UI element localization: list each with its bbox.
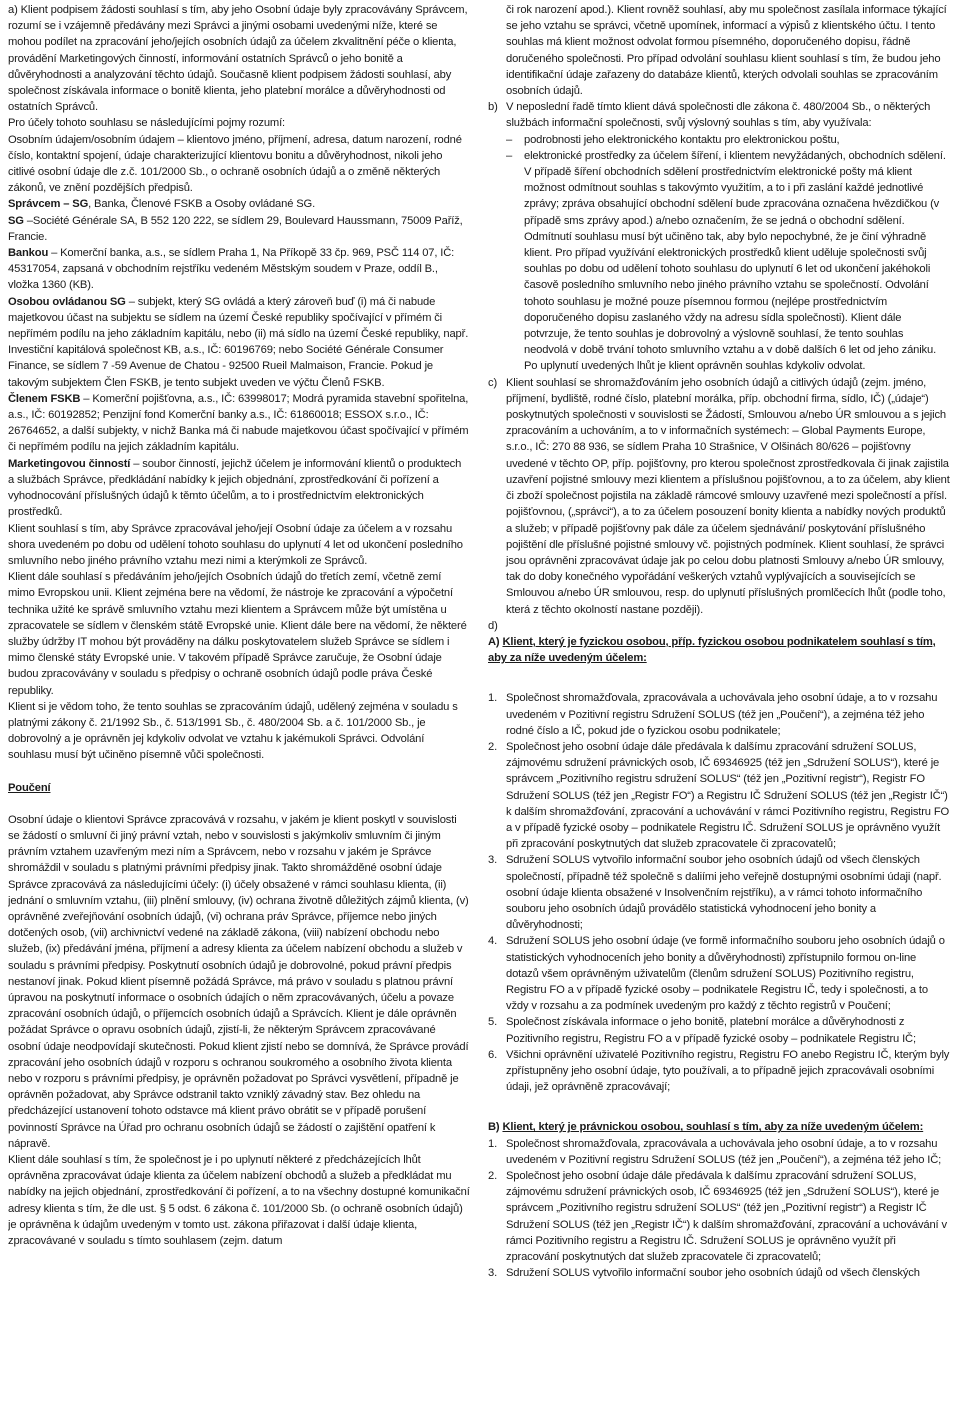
numbered-item	[488, 1014, 950, 1046]
subsection-a-list	[488, 690, 950, 1095]
section-c-label: c)	[488, 376, 498, 389]
numbered-item	[488, 1265, 950, 1281]
item-text: Sdružení SOLUS jeho osobní údaje (ve formě informačního souboru jeho osobních údajů o statistických vyhodnoceních jeho bonity a důvěryhodnosti) zpřístupnilo formou on-line dotazů všem oprávněným uživatelům (členům sdružení SOLUS) Pozitivního registru, Registru FO a v případě fyzické osoby – podnikatele Registru IČ, tedy i společnosti, a to vždy v rozsahu a za podmínek uvedeným pro každý z těchto registrů v Poučení;	[506, 935, 945, 1013]
definition-marketing: Marketingovou činností – soubor činností, jejichž účelem je informování klientů o produktech a službách Správce, předkládání nabídky k jejich objednání, zprostředkování či pořízení a vyhodnocování příslušných údajů k těmto účelům, a to i prostřednictvím elektronických prostředků.	[8, 457, 462, 519]
definition-osoba-ovladana: Osobou ovládanou SG – subjekt, který SG ovládá a který zároveň buď (i) má či nabude majetkovou účast na subjektu se sídlem na území České republiky spočívající v přímém či nepřímém podílu na jeho základním kapitálu, nebo (ii) má sídlo na území České republiky, např. Investiční kapitálová společnost KB, a.s., IČ: 60196769; nebo Société Générale Consumer Finance, se sídlem 7 -59 Avenue de Chatou - 92500 Rueil Malmaison, Francie. Pokud je takovým subjektem Člen FSKB, je tento subjekt uveden ve výčtu Členů FSKB.	[8, 295, 469, 389]
pouceni-text: Osobní údaje o klientovi Správce zpracovává v rozsahu, v jakém je klient poskytl v souvislosti se žádostí o smluvní či jiný právní vztah, nebo v souvislosti s jakýmkoliv smluvním či jiným právním vztahem uzavřeným mezi ním a Správcem, nebo v rozsahu v jakém je Správce shromáždil v souladu s platnými právními předpisy jinak. Takto shromážděné osobní údaje Správce zpracovává za následujícími účely: (i) účely obsažené v rámci souhlasu klienta, (ii) jednání o smluvním vztahu, (iii) plnění smlouvy, (iv) ochrana životně důležitých zájmů klienta, (v) oprávněné zveřejňování osobních údajů, (vi) ochrana práv Správce, příjemce nebo jiných dotčených osob, (vii) archivnictví vedené na základě zákona, (viii) nabízení obchodu nebo služeb, (ix) předávání jména, příjmení a adresy klienta za účelem nabízení obchodu a služeb v souladu s právními předpisy. Poskytnutí osobních údajů je dobrovolné, pokud právní předpis nestanoví jinak. Pokud klient písemně požádá Správce, má právo v souladu s platnou právní úpravou na poskytnutí informace o osobních údajích o něm zpracovávaných, účelu a povaze zpracování osobních údajů, o příjemcích osobních údajů a Správcích. Klient je dále oprávněn požádat Správce o opravu osobních údajů, zjistí-li, že některým Správcem zpracovávané osobní údaje neodpovídají skutečnosti. Pokud klient zjistí nebo se domnívá, že Správce provádí zpracování jeho osobních údajů v rozporu s ochranou soukromého a osobního života klienta nebo v rozporu s právními předpisy, je oprávněn požadovat po Správci vysvětlení, případně je oprávněn požadovat, aby Správce odstranil takto vzniklý závadný stav. Bez ohledu na předcházející ustanovení tohoto odstavce má klient právo obrátit se v případě porušení povinností Správce na Úřad pro ochranu osobních údajů se žádostí o zajištění opatření k nápravě.	[8, 813, 469, 1150]
term-marketing: Marketingovou činností	[8, 457, 131, 470]
section-c-text: Klient souhlasí se shromažďováním jeho osobních údajů a citlivých údajů (zejm. jméno, příjmení, bydliště, rodné číslo, platební morálka, příp. obchodní firma, sídlo, IČ) („údaje“) poskytnutých společnosti v souvislosti se Žádostí, Smlouvou a/nebo ÚR smlouvou a s jejich zpracováním a uchováním, a to v informačních systémech: – Global Payments Europe, s.r.o., IČ: 270 88 936, se sídlem Praha 10 Strašnice, V Olšinách 80/626 – pojišťovny uvedené v těchto OP, příp. pojišťovny, pro kterou společnost zprostředkovala či jinak zajistila uzavření pojistné smlouvy mezi klientem a příslušnou pojišťovnou, a to za účelem, aby klient či zboží společnost pojistila na základě rámcové smlouvy uzavřené mezi společností a přísl. pojišťovnou, („správci“), a to za účelem posouzení bonity klienta a nabídky nových produktů a služeb; v případě pojišťovny pak dále za účelem sjednávání/ poskytování příslušného pojištění dle příslušné pojistné smlouvy vč. pojistných podmínek. Klient souhlasí, že správci jsou oprávněni zpracovávat údaje jak po celou dobu platnosti Smlouvy a/nebo ÚR smlouvy, tak do doby konečného vypořádání veškerých vztahů vyplývajících a souvisejících se Smlouvou a/nebo ÚR smlouvou, resp. do uplynutí příslušných promlčecích lhůt (podle toho, která z těchto okolností nastane později).	[506, 376, 950, 616]
term-sg: SG	[8, 214, 24, 227]
term-banka: Bankou	[8, 247, 49, 260]
subsection-b-list	[488, 1136, 950, 1282]
definition-banka: Bankou – Komerční banka, a.s., se sídlem Praha 1, Na Příkopě 33 čp. 969, PSČ 114 07, IČ: 45317054, zapsaná v obchodním rejstříku vedeném Městským soudem v Praze, oddíl B., vložka 1360 (KB).	[8, 247, 455, 292]
item-text: Sdružení SOLUS vytvořilo informační soubor jeho osobních údajů od všech členských společností, případně též společně s daliími jeho veřejně dostupnými osobními údaji (např. osobní údaje klienta obsažené v Insolvenčním rejstříku), a v rámci tohoto informačního souboru jeho osobních údajů provádělo statistická vyhodnocení jeho bonity a důvěryhodnosti;	[506, 854, 942, 932]
numbered-item	[488, 739, 950, 852]
spacer	[488, 1095, 950, 1119]
section-b-label: b)	[488, 101, 498, 114]
right-column	[488, 2, 950, 1422]
dash-item: – elektronické prostředky za účelem šíření, i klientem nevyžádaných, obchodních sdělení. V případě šíření obchodních sdělení prostřednictvím elektronické pošty má klient možnost odmítnout souhlas s takovýmto využitím, a to i při zaslání každé jednotlivé zprávy; zpráva obsahující obchodní sdělení bude zpracována označena hvězdičkou (v případě sms zprávy apod.) a/nebo označením, že se jedná o obchodní sdělení. Odmítnutí souhlasu musí být učiněno tak, aby bylo nepochybné, že je činí výhradně klient. Pro případ využívání elektronických prostředků klient uděluje společnosti svůj souhlas po dobu od udělení tohoto souhlasu do uplynutí 6 let od ukončení jakéhokoli časově posledního smluvního nebo jiného právního vztahu se společností. Odvolání tohoto souhlasu je možné pouze písemnou formou (nejlépe prostřednictvím doporučeného dopisu zaslaného vždy na adresu sídla společnosti). Klient dále potvrzuje, že tento souhlas je dobrovolný a výslovně souhlasí, že tento souhlas neodvolá v době trvání tohoto smluvního vztahu a v době dalších 6 let od jeho zániku. Po uplynutí uvedených lhůt je klient oprávněn souhlas kdykoliv odvolat.	[488, 148, 950, 375]
section-d	[488, 618, 950, 634]
definition-clen-fskb: Členem FSKB – Komerční pojišťovna, a.s., IČ: 63998017; Modrá pyramida stavební spořitelna, a.s., IČ: 60192852; Penzijní fond Komerční banky a.s., IČ: 61860018; ESSOX s.r.o., IČ: 26764652, a další subjekty, v nichž Banka má či nabude majetkovou účast spočívající v přímém či nepřímém podílu na jejich základním kapitálu.	[8, 392, 469, 454]
item-number: 3.	[488, 854, 498, 867]
section-b-intro: V neposlední řadě tímto klient dává společnosti dle zákona č. 480/2004 Sb., o některých službách informační společnosti, svůj výslovný souhlas s tím, aby využívala:	[506, 101, 931, 130]
left-column	[8, 2, 470, 1422]
definition-osobni-udaj: Osobním údajem/osobním údajem – klientovo jméno, příjmení, adresa, datum narození, rodné číslo, kontaktní spojení, údaje charakterizující klientovu bonitu a důvěryhodnost, nikoli jeho citlivé osobní údaje dle z.č. 101/2000 Sb., o ochraně osobních údajů a o změně některých zákonů, ve znění pozdějších předpisů.	[8, 133, 462, 195]
subsection-a-heading: A) Klient, který je fyzickou osobou, příp. fyzickou osobou podnikatelem souhlasí s tím, aby za níže uvedeným účelem:	[488, 635, 936, 665]
consent-after-period: Klient dále souhlasí s tím, že společnost je i po uplynutí některé z předcházejících lhůt oprávněna zpracovávat údaje klienta za účelem nabízení obchodů a služeb a předkládat mu nabídky na jejich objednání, zprostředkování či pořízení, a to na všechny dostupné komunikační adresy klienta s tím, že dle ust. § 5 odst. 6 zákona č. 101/2000 Sb. (o ochraně osobních údajů) je oprávněna k údajům uvedeným v tomto ust. zákona přiřazovat i další údaje klienta, zpracovávané v souladu s tímto souhlasem (zejm. datum	[8, 1154, 470, 1248]
consent-third-countries: Klient dále souhlasí s předáváním jeho/jejích Osobních údajů do třetích zemí, včetně zemí mimo Evropskou unii. Klient zejména bere na vědomí, že nástroje ke zpracování a výpočetní technika užité ke správě smluvního vztahu mezi klientem a Správcem může být umístěna u zpracovatele se sídlem v členském státě Evropské unie. Klient dále bere na vědomí, že některé služby údržby IT mohou být prováděny na dálku poskytovatelem služeb Správce se sídlem i mimo členské státy Evropské unie. V takovém případě Správce zaručuje, že Osobní údaje budou zpracovávány v souladu s předpisy o ochraně osobních údajů podle práva České republiky.	[8, 571, 467, 697]
numbered-item	[488, 1168, 950, 1265]
item-number: 6.	[488, 1048, 498, 1061]
term-spravce: Správcem – SG	[8, 198, 89, 211]
definition-sg: SG –Société Générale SA, B 552 120 222, se sídlem 29, Boulevard Haussmann, 75009 Paříž, Francie.	[8, 214, 463, 243]
section-b	[488, 99, 950, 131]
pouceni-heading: Poučení	[8, 781, 51, 794]
item-number: 1.	[488, 692, 498, 705]
item-text: Společnost získávala informace o jeho bonitě, platební morálce a důvěryhodnosti z Pozitivního registru, Registru FO a v případě fyzické osoby – podnikatele Registru IČ;	[506, 1016, 916, 1045]
item-text: Společnost shromažďovala, zpracovávala a uchovávala jeho osobní údaje, a to v rozsahu uvedeném v Pozitivní registru Sdružení SOLUS (též jen „Poučení“), a zejména též jeho rodné číslo a IČ, pokud jde o fyzickou osobu podnikatele;	[506, 692, 938, 737]
spacer	[8, 764, 470, 780]
consent-paragraph-a: a) Klient podpisem žádosti souhlasí s tím, aby jeho Osobní údaje byly zpracovávány Správcem, rozumí se i vzájemně předávány mezi Správci a jinými osobami uvedenými níže, které se mohou podílet na zpracování jeho/jejích osobních údajů za účelem zkvalitnění péče o klienta, provádění Marketingových činností, informování ostatních Správců o jeho bonitě a důvěryhodnosti a analyzování těchto údajů. Současně klient podpisem žádosti souhlasí, aby společnost získávala informace o bonitě klienta, jeho platební morálce a důvěryhodnosti od ostatních Správců.	[8, 4, 468, 114]
term-clen-fskb: Členem FSKB	[8, 392, 81, 405]
term-osoba-ovladana: Osobou ovládanou SG	[8, 295, 126, 308]
definition-spravce: Správcem – SG, Banka, Členové FSKB a Osoby ovládané SG.	[8, 198, 316, 211]
numbered-item	[488, 690, 950, 739]
continued-paragraph: či rok narození apod.). Klient rovněž souhlasí, aby mu společnost zasílala informace týkající se jeho vztahu se správci, včetně upomínek, informací a výpisů z klientského účtu. I tento souhlas má klient možnost odvolat formou písemného, doporučeného dopisu, řádně doručeného společnosti. Pro případ odvolání souhlasu klient souhlasí s tím, že budou jeho identifikační údaje zařazeny do databáze klientů, kterých odvolali souhlas se zpracováním osobních údajů.	[506, 4, 947, 98]
item-number: 1.	[488, 1137, 498, 1150]
numbered-item	[488, 852, 950, 933]
section-d-label: d)	[488, 619, 498, 632]
item-number: 2.	[488, 1170, 498, 1183]
consent-voluntary: Klient si je vědom toho, že tento souhlas se zpracováním údajů, udělený zejména v souladu s platnými zákony č. 21/1992 Sb., č. 513/1991 Sb., č. 480/2004 Sb. a č. 101/2000 Sb., je dobrovolný a je oprávněn jej kdykoliv odvolat ve vztahu k jakémukoli Správci. Odvolání souhlasu musí být učiněno písemně vůči společnosti.	[8, 700, 458, 762]
item-number: 2.	[488, 740, 498, 753]
item-text: Společnost jeho osobní údaje dále předávala k dalšímu zpracování sdružení SOLUS, zájmovému sdružení právnických osob, IČ 69346925 (též jen „Sdružení SOLUS“), které je správcem „Pozitivního registru sdružení SOLUS“ (též jen „Pozitivní registr“) a Registr IČ Sdružení SOLUS (též jen „Registr IČ“) k dalším shromažďování, zpracování a uchovávání v rámci Pozitivního registru a Registru IČ. Sdružení SOLUS je oprávněno využít při zpracování poskytnutých dat služeb zpracovatele či zpracovatelů;	[506, 1170, 947, 1264]
numbered-item	[488, 1047, 950, 1096]
dash-bullet: –	[506, 149, 513, 162]
numbered-item	[488, 933, 950, 1014]
item-text: Společnost jeho osobní údaje dále předávala k dalšímu zpracování sdružení SOLUS, zájmovému sdružení právnických osob, IČ 69346925 (též jen „Sdružení SOLUS“), které je správcem „Pozitivního registru sdružení SOLUS“ (též jen „Pozitivní registr“), Registr FO Sdružení SOLUS (též jen „Registr FO“) a Registru IČ Sdružení SOLUS (též jen „Registr IČ“) k dalším shromažďování, zpracování a uchovávání v rámci Pozitivního registru, Registru FO a v případě fyzické osoby – podnikatele Registru IČ. Sdružení SOLUS je oprávněno využít při zpracování poskytnutých dat služeb zpracovatele či zpracovatelů;	[506, 740, 950, 851]
dash-bullet: –	[506, 133, 513, 146]
item-number: 4.	[488, 935, 498, 948]
item-text: Společnost shromažďovala, zpracovávala a uchovávala jeho osobní údaje, a to v rozsahu uvedeném v Pozitivní registru Sdružení SOLUS (též jen „Poučení“), a zejména též jeho IČ;	[506, 1137, 942, 1166]
item-number: 5.	[488, 1016, 498, 1029]
definitions-intro: Pro účely tohoto souhlasu se následujícími pojmy rozumí:	[8, 117, 286, 130]
dash-item: – podrobnosti jeho elektronického kontaktu pro elektronickou poštu,	[488, 132, 950, 148]
item-number: 3.	[488, 1267, 498, 1280]
section-c	[488, 375, 950, 618]
spacer	[8, 796, 470, 812]
item-text: Sdružení SOLUS vytvořilo informační soubor jeho osobních údajů od všech členských	[506, 1267, 920, 1280]
subsection-b-heading: B) Klient, který je právnickou osobou, souhlasí s tím, aby za níže uvedeným účelem:	[488, 1121, 924, 1134]
numbered-item	[488, 1136, 950, 1168]
item-text: Všichni oprávnění uživatelé Pozitivního registru, Registru FO anebo Registru IČ, kterým byly zpřístupněny jeho osobní údaje, tyto používali, a to případně jejich zpracovávali osobními údaji, jež oprávněně zpracovávají;	[506, 1048, 950, 1094]
spacer	[488, 666, 950, 690]
consent-duration: Klient souhlasí s tím, aby Správce zpracovával jeho/její Osobní údaje za účelem a v rozsahu shora uvedeném po dobu od udělení tohoto souhlasu do uplynutí 4 let od ukončení posledního smluvního nebo jiného právního vztahu mezi nimi a kterýmkoli ze Správců.	[8, 522, 463, 567]
